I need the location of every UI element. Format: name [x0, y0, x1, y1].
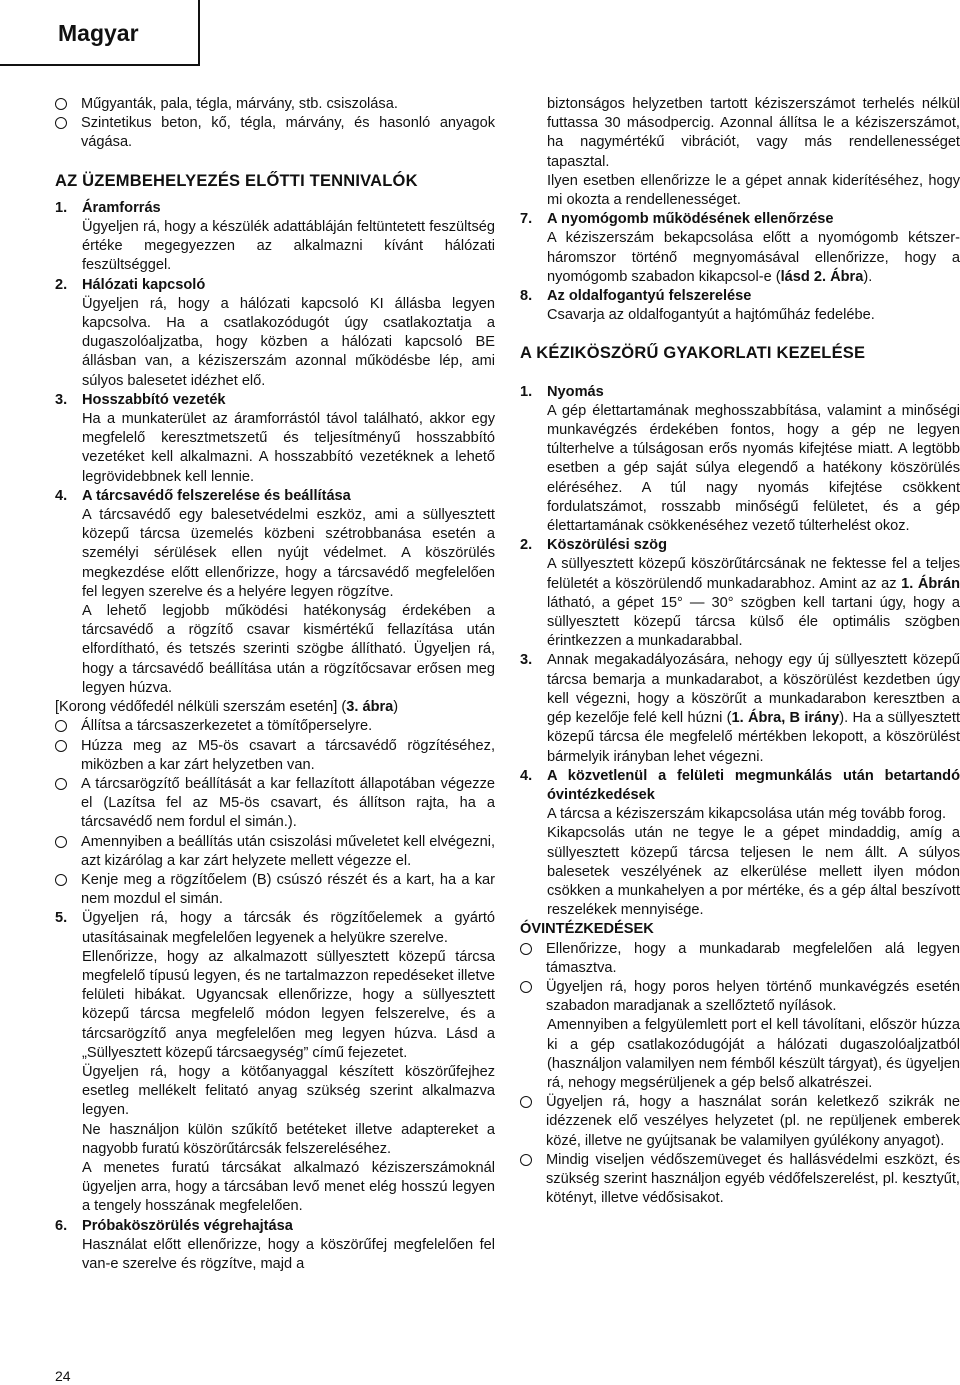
section-title: Próbaköszörülés végrehajtása — [82, 1217, 293, 1234]
numbered-section: 3. Annak megakadályozására, nehogy egy új süllyesztett közepű tárcsa bemarja a munkadarabot, a köszörülést kezdetben úgy kell végezni, hogy a köszörűt a munkadarabon keresztben a gép kezelője felé kell húzni (1. Ábra, B irány). Ha a süllyesztett közepű tárcsa éle megfelelő mértékben lekopott, a köszörülést bármelyik irányban lehet végezni. — [520, 652, 960, 765]
section-heading: A KÉZIKÖSZÖRŰ GYAKORLATI KEZELÉSE — [520, 344, 866, 363]
left-column: Műgyanták, pala, tégla, márvány, stb. csiszolása. Szintetikus beton, kő, tégla, márvány, és hasonló anyagok vágása. AZ ÜZEMBEHELYEZÉS ELŐTTI TENNIVALÓK 1. Áramforrás Ügyeljen rá, hogy a készülék adattábláján feltüntetett feszültség értéke megegyezzen az alkalmazni kívánt hálózati feszültséggel. 2. Hálózati kapcsoló Ügyeljen rá, hogy a hálózati kapcsoló KI állásba legyen kapcsolva. Ha a csatlakozódugót úgy csatlakoztatja a dugaszolóaljzatba, hogy közben a hálózati kapcsoló BE állásban van, a kéziszerszám azonnal működésbe lép, ami súlyos balesetet idézhet elő. 3. Hosszabbító vezeték Ha a munkaterület az áramforrástól távol található, akkor egy megfelelő keresztmetszetű és teljesítményű hosszabbító vezetéket kell alkalmazni. A hosszabbító vezetéknek a lehető legrövidebbnek kell lennie. 4. A tárcsavédő felszerelése és beállítása A tárcsavédő egy balesetvédelmi eszköz, ami a süllyesztett közepű tárcsa üzemelés közbeni szétrobbanása esetén a személyi sérülések ellen nyújt védelmet. A köszörülés megkezdése előtt ellenőrizze, hogy a tárcsavédő megfelelően fel legyen szerelve és a helyére legyen rögzítve. A lehető legjobb működési hatékonyság érdekében a tárcsavédő a rögzítő csavar kismértékű fellazítása után elfordítható, és tetszés szerinti szögbe állítható. Ügyeljen rá, hogy a tárcsavédő beállítása után a rögzítőcsavar erősen meg legyen húzva. [Korong védőfedél nélküli szerszám esetén] (3. ábra) Állítsa a tárcsaszerkezetet a tömítőperselyre. Húzza meg az M5-ös csavart a tárcsavédő rögzítéséhez, miközben a kar zárt helyzetben van. A tárcsarögzítő beállítását a kar fellazított állapotában végezze el (Lazítsa fel az M5-ös csavart, és állítson rajta, ha a tárcsavédő nem fordul el simán.). Amennyiben a beállítás után csiszolási műveletet kell elvégezni, azt kizárólag a kar zárt helyzete mellett végezze el. Kenje meg a rögzítőelem (B) csúszó részét és a kart, ha a kar nem mozdul el simán. 5. Ügyeljen rá, hogy a tárcsák és rögzítőelemek a gyártó utasításainak megfelelően legyenek a helyükre szerelve. Ellenőrizze, hogy az alkalmazott süllyesztett közepű tárcsa megfelelő típusú legyen, és ne tartalmazzon repedéseket illetve felületi hibákat. Ugyancsak ellenőrizze, hogy a süllyesztett közepű tárcsa megfelelő módon legyen felszerelve, és a tárcsarögzítő anya megfelelően meg legyen húzva. Lásd a „Süllyesztett közepű tárcsaegység” című fejezetet. Ügyeljen rá, hogy a kötőanyaggal készített köszörűfejhez esetleg mellékelt felitató anyag szükség szerint alkalmazva legyen. Ne használjon külön szűkítő betéteket illetve adaptereket a nagyobb furatú köszörűtárcsák felszereléséhez. A menetes furatú tárcsákat alkalmazó kéziszerszámoknál ügyeljen arra, hogy a tárcsában levő menet elég hosszú legyen a tengely hosszának megfelelően. 6. Próbaköszörülés végrehajtása Használat előtt ellenőrizze, hogy a köszörűfej megfelelően fel van-e szerelve és rögzítve, majd a — [55, 96, 495, 1272]
section-title: Köszörülési szög — [547, 537, 668, 554]
section-title: A közvetlenül a felületi megmunkálás után betartandó óvintézkedések — [547, 767, 960, 803]
numbered-section: 5. Ügyeljen rá, hogy a tárcsák és rögzítőelemek a gyártó utasításainak megfelelően legyenek a helyükre szerelve. — [55, 910, 495, 946]
language-label: Magyar — [58, 20, 139, 46]
bullet-item: Ügyeljen rá, hogy a használat során keletkező szikrák ne idézzenek elő veszélyes helyzetet (pl. ne repüljenek emberek közé, illetve ne gyújtsanak be valamilyen gyúlékony anyagot). — [520, 1093, 960, 1151]
bullet-item: Amennyiben a beállítás után csiszolási műveletet kell elvégezni, azt kizárólag a kar zárt helyzete mellett végezze el. — [55, 833, 495, 871]
language-tab — [0, 0, 200, 66]
circle-bullet-icon — [55, 775, 81, 790]
section-heading: AZ ÜZEMBEHELYEZÉS ELŐTTI TENNIVALÓK — [55, 171, 418, 190]
numbered-section: 2. Hálózati kapcsoló — [55, 276, 495, 295]
numbered-section: 4. A közvetlenül a felületi megmunkálás után betartandó óvintézkedések — [520, 767, 960, 805]
circle-bullet-icon — [520, 1093, 546, 1108]
numbered-section: 1. Nyomás — [520, 383, 960, 402]
bullet-item: Ellenőrizze, hogy a munkadarab megfelelően alá legyen támasztva. — [520, 940, 960, 978]
section-title: Az oldalfogantyú felszerelése — [547, 288, 752, 305]
circle-bullet-icon — [55, 871, 81, 886]
numbered-section: 2. Köszörülési szög — [520, 536, 960, 555]
page-number: 24 — [55, 1368, 71, 1384]
bullet-item: Állítsa a tárcsaszerkezetet a tömítőperselyre. — [55, 717, 495, 736]
circle-bullet-icon — [520, 978, 546, 993]
circle-bullet-icon — [520, 940, 546, 955]
section-title: A nyomógomb működésének ellenőrzése — [547, 211, 834, 228]
circle-bullet-icon — [55, 114, 81, 129]
circle-bullet-icon — [55, 833, 81, 848]
bullet-item: Kenje meg a rögzítőelem (B) csúszó részét és a kart, ha a kar nem mozdul el simán. — [55, 871, 495, 909]
section-title: Áramforrás — [82, 199, 161, 216]
bullet-item: A tárcsarögzítő beállítását a kar fellazított állapotában végezze el (Lazítsa fel az M5-ös csavart, és állítson rajta, ha a tárcsavédő nem fordul el simán.). — [55, 775, 495, 833]
section-title: Nyomás — [547, 383, 604, 400]
bullet-item: Műgyanták, pala, tégla, márvány, stb. csiszolása. — [55, 95, 495, 114]
right-column: biztonságos helyzetben tartott kéziszerszámot terhelés nélkül futtassa 30 másodpercig. Azonnal állítsa le a kéziszerszámot, ha nagymértékű vibrációt, vagy más rendellenességet tapasztal. Ilyen esetben ellenőrizze le a gépet annak kiderítéséhez, hogy mi okozta a rendellenességet. 7. A nyomógomb működésének ellenőrzése A kéziszerszám bekapcsolása előtt a nyomógomb kétszer-háromszor történő megnyomásával ellenőrizze, hogy a nyomógomb szabadon kikapcsol-e (lásd 2. Ábra). 8. Az oldalfogantyú felszerelése Csavarja az oldalfogantyút a hajtóműház fedelébe. A KÉZIKÖSZÖRŰ GYAKORLATI KEZELÉSE 1. Nyomás A gép élettartamának meghosszabbítása, valamint a minőségi munkavégzés érdekében fontos, hogy a gép ne legyen túlterhelve a túlságosan erős nyomás kifejtése miatt. A legtöbb esetben a gép saját súlya elegendő a hatékony köszörülés eléréséhez. A túl nagy nyomás kifejtése csökkent fordulatszámot, rosszabb minőségű felületet, és a gép élettartamának csökkenéséhez vezető túlterhelést okoz. 2. Köszörülési szög A süllyesztett közepű köszörűtárcsának ne fektesse fel a teljes felületét a köszörülendő munkadarabhoz. Amint az az 1. Ábrán látható, a gépet 15° — 30° szögben kell tartani úgy, hogy a süllyesztett közepű tárcsa külső éle optimális szögben érintkezzen a munkadarabbal. 3. Annak megakadályozására, nehogy egy új süllyesztett közepű tárcsa bemarja a munkadarabot, a köszörülést kezdetben úgy kell végezni, hogy a köszörűt a munkadarabon keresztben a gép kezelője felé kell húzni (1. Ábra, B irány). Ha a süllyesztett közepű tárcsa éle megfelelő mértékben lekopott, a köszörülést bármelyik irányban lehet végezni. 4. A közvetlenül a felületi megmunkálás után betartandó óvintézkedések A tárcsa a kéziszerszám kikapcsolása után még tovább forog. Kikapcsolás után ne tegye le a gépet mindaddig, amíg a süllyesztett közepű tárcsa teljesen le nem állt. A súlyos balesetek veszélyének az elkerülése mellett ilyen módon csökken a munkahelyen a por mértéke, és a gép által beszívott reszelékek mennyisége. ÓVINTÉZKEDÉSEK Ellenőrizze, hogy a munkadarab megfelelően alá legyen támasztva. Ügyeljen rá, hogy poros helyen történő munkavégzés esetén szabadon maradjanak a szellőztető nyílások. Amennyiben a felgyülemlett port el kell távolítani, először húzza ki a gép csatlakozódugóját a hálózati dugaszolóaljzatból (használjon valamilyen nem fémből készült tárgyat), és ügyeljen rá, nehogy megsérüljenek a gép belső alkatrészei. Ügyeljen rá, hogy a használat során keletkező szikrák ne idézzenek elő veszélyes helyzetet (pl. ne repüljenek emberek közé, illetve ne gyújtsanak be valamilyen gyúlékony anyagot). Mindig viseljen védőszemüveget és hallásvédelmi eszközt, és szükség szerint használjon egyéb védőfelszerelést, pl. kesztyűt, kötényt, illetve védősisakot. — [520, 95, 960, 1208]
circle-bullet-icon — [520, 1151, 546, 1166]
numbered-section: 7. A nyomógomb működésének ellenőrzése — [520, 210, 960, 229]
section-title: Hosszabbító vezeték — [82, 391, 226, 408]
numbered-section: 8. Az oldalfogantyú felszerelése — [520, 287, 960, 306]
numbered-section: 3. Hosszabbító vezeték — [55, 391, 495, 410]
numbered-section: 4. A tárcsavédő felszerelése és beállítása — [55, 487, 495, 506]
circle-bullet-icon — [55, 737, 81, 752]
bullet-item: Ügyeljen rá, hogy poros helyen történő munkavégzés esetén szabadon maradjanak a szellőztető nyílások. — [520, 978, 960, 1016]
circle-bullet-icon — [55, 95, 81, 110]
bullet-item: Szintetikus beton, kő, tégla, márvány, és hasonló anyagok vágása. — [55, 114, 495, 152]
section-title: A tárcsavédő felszerelése és beállítása — [82, 487, 351, 504]
section-title: Hálózati kapcsoló — [82, 276, 206, 293]
bullet-item: Húzza meg az M5-ös csavart a tárcsavédő rögzítéséhez, miközben a kar zárt helyzetben van. — [55, 737, 495, 775]
numbered-section: 6. Próbaköszörülés végrehajtása — [55, 1217, 495, 1236]
bullet-item: Mindig viseljen védőszemüveget és hallásvédelmi eszközt, és szükség szerint használjon egyéb védőfelszerelést, pl. kesztyűt, kötényt, illetve védősisakot. — [520, 1151, 960, 1209]
section-heading: ÓVINTÉZKEDÉSEK — [520, 921, 654, 938]
korong-note: [Korong védőfedél nélküli szerszám esetén] (3. ábra) — [55, 699, 399, 716]
circle-bullet-icon — [55, 717, 81, 732]
numbered-section: 1. Áramforrás — [55, 199, 495, 218]
